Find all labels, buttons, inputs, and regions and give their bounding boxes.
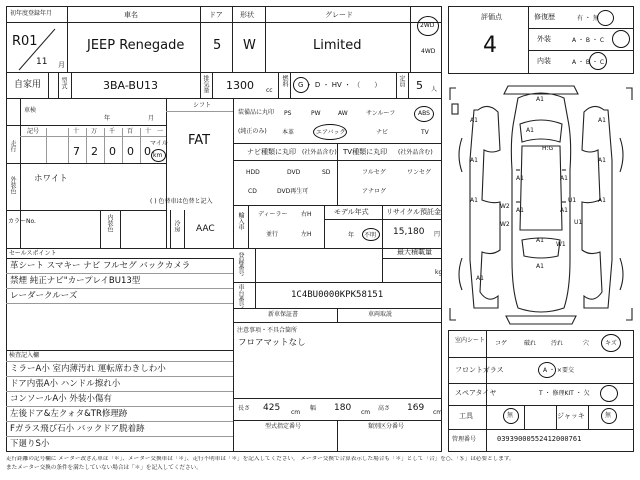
mileage-header-10man: 十 [73,128,80,135]
color-label: 外装色 [9,176,16,194]
recycle-value: 15,180 [393,227,425,237]
damage-mark: A1 [536,263,544,270]
damage-mark: A1 [536,237,544,244]
drive-4wd: 4WD [421,48,436,55]
damage-mark: A1 [526,127,534,134]
import-label: 輸入車 [237,212,244,230]
import-parallel: 並行 [266,231,279,238]
vehicle-label: 車検 [24,107,37,114]
score-label: 評価点 [481,13,502,21]
equip-pw: PW [311,110,321,117]
use-value: 自家用 [14,80,42,90]
mileage-header-ichi: 一 [157,128,164,135]
mileage-digit: 0 [109,145,116,158]
length-value: 425 [263,403,281,413]
seat-item: コゲ [495,340,508,347]
seat-item: 汚れ [551,340,564,347]
warranty-label: 新車保証書 [268,311,299,318]
color-note: ( ) 色替車は色替と記入 [150,198,213,205]
equip-sunroof: サンルーフ [366,110,396,117]
tv-fullseg: フルセグ [362,169,386,176]
equip-navi: ナビ [376,129,389,136]
type-label: 型式 [60,77,67,89]
length-unit: cm [291,409,301,416]
width-value: 180 [334,403,352,413]
first-reg-era: R01 [12,34,38,49]
inspector-line: Fガラス飛び石小 バックドア脱着跡 [10,424,145,434]
glass-options: A ・ ×要交 [543,367,574,374]
spare-missing-circle [600,385,618,402]
inspector-line: ドア内張A小 ハンドル擦れ小 [10,379,121,389]
load-label: 最大積載量 [397,248,432,256]
equip-abs: ABS [418,110,430,117]
tools-value: 無 [507,412,514,419]
damage-mark: U1 [574,219,583,226]
ac-label: 冷房 [173,220,180,232]
navi-dvd: DVD [287,169,301,176]
inspector-line: 左後ドア&左クォタ&TR修理跡 [10,409,128,419]
mileage-header-sym: 記号 [27,128,40,135]
length-label: 長さ [238,405,251,412]
model-year-unknown: 不明 [364,232,377,239]
sales-line: 革シート スマキー ナビ フルセグ バックカメラ [10,261,191,271]
mileage-header-hyaku: 百 [127,128,134,135]
equip-tv: TV [421,129,429,136]
mileage-digit: 0 [127,145,134,158]
damage-mark: W2 [500,203,510,210]
footer-line: またメーター交換の条件を満たしていない場合は「＊」を記入してください。 [6,464,202,471]
model-year-unit: 年 [348,232,355,239]
exterior-options: A ・ B ・ C [572,37,605,44]
fuel-label: 燃料 [281,75,288,87]
seat-label: 室内シート [455,337,486,344]
mgmt-value: 03939000552412000761 [497,435,582,443]
damage-mark: A1 [536,96,544,103]
month-label: 月 [148,115,155,122]
recycle-yen: 円 [434,231,441,238]
designation-label: 型式指定番号 [265,423,302,430]
equip-airbag: エアバック [316,129,346,136]
sales-line: 禁煙 純正ナビ"カープレイBU13型 [10,276,141,286]
displacement-label: 排気量 [202,75,209,93]
damage-mark: A1 [470,197,478,204]
model-year-label: モデル年式 [334,208,369,216]
first-reg-month: 11 [36,57,48,67]
interior-b-circle [589,52,607,70]
notes-line: フロアマットなし [238,338,306,348]
width-unit: cm [361,409,371,416]
sales-line: レーダークルーズ [10,291,78,301]
damage-mark: U1 [568,197,577,204]
type-value: 3BA-BU13 [103,79,158,92]
car-name: JEEP Renegade [87,38,185,53]
notes-label: 注意事項・不具合箇所 [237,327,298,334]
shift-value: FAT [188,133,211,148]
mileage-header-man: 万 [91,128,98,135]
vin-value: 1C4BU0000KPK58151 [291,290,384,300]
seat-item: キズ [605,340,617,347]
footer-notes [6,456,634,478]
inspector-line: 下廻りS小 [10,439,50,449]
jack-value: 無 [605,412,612,419]
displacement-value: 1300 [226,79,254,92]
load-unit: kg [435,269,443,276]
capacity-unit: 人 [431,86,438,93]
interior-options: A ・ B ・ C [572,59,605,66]
damage-mark: W1 [556,241,566,248]
equipment-label: 装備品に丸印 [238,109,275,116]
mileage-unit-mile: マイル [150,140,168,147]
vin-label: 車台番号 [237,284,244,308]
ac-value: AAC [196,224,215,234]
inspector-label: 検査記入欄 [9,352,40,359]
height-unit: cm [433,409,443,416]
navi-type-label: ナビ種類に丸印 [247,148,296,156]
exterior-label: 外装 [537,35,551,43]
footer-line: 走行距離の記号欄に メーター改ざん車は「＊」、メーター交換車は「＊」、走行不明車は「＊」を記入してください。 メーター交換で合算表示した場合も「＊」として「合」を○、「＄」は必要とします。 [6,456,515,462]
sales-label: セールスポイント [9,250,57,257]
manual-label: 車両取説 [368,311,393,318]
damage-mark: A1 [560,175,568,182]
repair-none-circle [597,10,614,26]
damage-mark: A1 [516,175,524,182]
equip-leather: 本革 [282,129,295,136]
tv-type-label: TV種類に丸印 [343,148,388,156]
first-reg-label: 初年度登録年月 [10,10,53,17]
width-label: 幅 [310,405,317,412]
cc-unit: cc [266,87,273,94]
year-label: 年 [104,115,111,122]
navi-cd: CD [248,188,257,195]
equip-aw: AW [338,110,348,117]
equipment-sub: (純正のみ) [238,128,267,135]
navi-type-sub: (社外品含む) [302,149,337,156]
inspector-line: コンソールA小 外装小傷有 [10,394,112,404]
score-value: 4 [483,33,497,58]
repair-options: 有 ・ 無 [577,15,599,22]
jack-label: ジャッキ [557,412,585,420]
import-left: 左H [301,231,312,238]
mileage-digit: 0 [144,145,151,158]
car-damage-diagram [448,80,634,328]
damage-mark: A1 [560,207,568,214]
fuel-options: G ・ D ・ HV ・ （ ） [298,81,382,89]
capacity-label: 定員 [398,75,405,87]
shape-value: W [243,38,256,53]
damage-mark: A1 [598,197,606,204]
height-label: 高さ [378,405,391,412]
damage-mark: H:G [542,145,554,152]
recycle-label: リサイクル預託金 [386,208,442,216]
repair-label: 修復歴 [534,13,555,21]
mileage-digit: 2 [91,145,98,158]
import-dealer: ディーラー [258,211,288,218]
spare-label: スペアタイヤ [455,389,497,397]
mileage-label: 走行 [9,140,16,152]
capacity-value: 5 [416,79,423,92]
navi-hdd: HDD [246,169,260,176]
equip-ps: PS [284,110,292,117]
mgmt-label: 管理番号 [452,436,477,443]
color-value: ホワイト [34,174,68,184]
import-right: 右H [301,211,312,218]
tools-label: 工具 [459,412,473,420]
reg-mark-label: 登録番号 [237,252,244,276]
spare-options: T ・ 修理KIT ・ 欠 [539,390,590,397]
grade-label: グレード [325,11,353,19]
door-label: ドア [209,11,223,19]
doors-value: 5 [213,38,222,53]
height-value: 169 [407,403,425,413]
color-no-label: カラーNo. [8,218,36,225]
mileage-km: km [153,152,163,159]
mileage-header-jyu: 十 [145,128,152,135]
tv-oneseg: ワンセグ [407,169,432,176]
first-reg-month-unit: 月 [58,61,65,69]
mileage-header-sen: 千 [109,128,116,135]
inspector-line: ミラーA小 室内薄汚れ 運転席わきしわ小 [10,364,166,374]
navi-dvd-play: DVD再生可 [277,188,309,195]
exterior-c-circle [612,30,630,48]
drive-2wd: 2WD [420,22,435,29]
shift-label: シフト [193,102,212,109]
tv-type-sub: (社外品含む) [398,149,433,156]
damage-mark: A1 [470,117,478,124]
glass-label: フロントガラス [455,366,504,374]
seat-item: 破れ [524,340,537,347]
damage-mark: A1 [516,207,524,214]
mileage-digit: 7 [73,145,80,158]
name-label: 車名 [124,11,138,19]
damage-mark: A1 [476,275,484,282]
damage-mark: W2 [500,221,510,228]
damage-mark: A1 [598,117,606,124]
tv-analog: アナログ [362,188,387,195]
damage-mark: A1 [598,157,606,164]
grade-value: Limited [313,38,362,53]
interior-color-label: 内装色 [106,214,113,232]
damage-mark: A1 [470,157,478,164]
navi-sd: SD [322,169,331,176]
category-label: 類別区分番号 [368,423,405,430]
seat-item: 穴 [583,340,590,347]
interior-eval-label: 内装 [537,57,551,65]
shape-label: 形状 [240,11,254,19]
